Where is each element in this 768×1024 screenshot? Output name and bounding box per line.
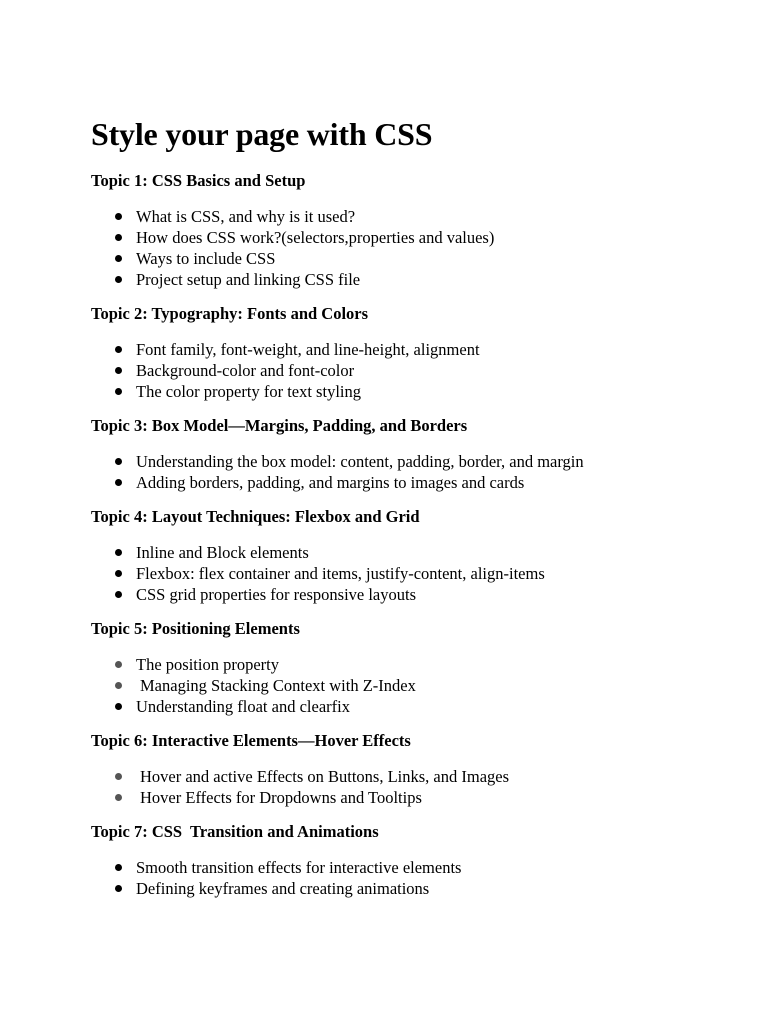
bullet-icon — [115, 255, 122, 262]
list-item — [91, 248, 731, 269]
bullet-icon — [115, 549, 122, 556]
bullet-icon — [115, 479, 122, 486]
list-item — [91, 227, 731, 248]
list-item — [91, 206, 731, 227]
page-title: Style your page with CSS — [91, 116, 433, 152]
list-item-text: Understanding the box model: content, padding, border, and margin — [136, 452, 584, 471]
bullet-icon — [115, 661, 122, 668]
list-item-text: Managing Stacking Context with Z-Index — [140, 676, 416, 695]
topic-section — [91, 170, 731, 290]
list-item — [91, 269, 731, 290]
topic-heading: Topic 2: Typography: Fonts and Colors — [91, 304, 369, 323]
bullet-icon — [115, 794, 122, 801]
list-item — [91, 878, 731, 899]
bullet-icon — [115, 234, 122, 241]
list-item-text: Background-color and font-color — [136, 361, 355, 380]
list-item-text: Hover and active Effects on Buttons, Links, and Images — [140, 767, 510, 786]
topic-heading: Topic 3: Box Model—Margins, Padding, and Borders — [91, 416, 468, 435]
bullet-icon — [115, 346, 122, 353]
list-item-text: Ways to include CSS — [136, 249, 276, 268]
bullet-icon — [115, 213, 122, 220]
bullet-icon — [115, 570, 122, 577]
bullet-icon — [115, 591, 122, 598]
topic-section — [91, 821, 731, 899]
bullet-icon — [115, 682, 122, 689]
topic-heading: Topic 6: Interactive Elements—Hover Effects — [91, 731, 411, 750]
topic-list — [91, 206, 731, 290]
topic-section — [91, 618, 731, 717]
topic-list — [91, 542, 731, 605]
bullet-icon — [115, 367, 122, 374]
list-item — [91, 472, 731, 493]
document-page — [91, 114, 731, 912]
list-item — [91, 787, 731, 808]
list-item-text: Adding borders, padding, and margins to images and cards — [136, 473, 525, 492]
list-item-text: Hover Effects for Dropdowns and Tooltips — [140, 788, 422, 807]
topic-section — [91, 730, 731, 808]
list-item-text: Flexbox: flex container and items, justify-content, align-items — [136, 564, 545, 583]
list-item — [91, 451, 731, 472]
list-item — [91, 766, 731, 787]
list-item-text: Smooth transition effects for interactive elements — [136, 858, 462, 877]
topic-section — [91, 506, 731, 605]
topic-section — [91, 303, 731, 402]
topic-heading: Topic 4: Layout Techniques: Flexbox and Grid — [91, 507, 420, 526]
list-item — [91, 563, 731, 584]
list-item — [91, 675, 731, 696]
topic-section — [91, 415, 731, 493]
bullet-icon — [115, 703, 122, 710]
topic-heading: Topic 1: CSS Basics and Setup — [91, 171, 306, 190]
list-item-text: What is CSS, and why is it used? — [136, 207, 356, 226]
topic-heading: Topic 7: CSS Transition and Animations — [91, 822, 379, 841]
list-item — [91, 542, 731, 563]
list-item — [91, 696, 731, 717]
topic-list — [91, 339, 731, 402]
list-item-text: Inline and Block elements — [136, 543, 309, 562]
topic-list — [91, 857, 731, 899]
topic-list — [91, 766, 731, 808]
bullet-icon — [115, 276, 122, 283]
list-item-text: The color property for text styling — [136, 382, 361, 401]
bullet-icon — [115, 864, 122, 871]
bullet-icon — [115, 388, 122, 395]
list-item-text: Project setup and linking CSS file — [136, 270, 361, 289]
list-item — [91, 339, 731, 360]
list-item-text: CSS grid properties for responsive layouts — [136, 585, 417, 604]
list-item-text: How does CSS work?(selectors,properties and values) — [136, 228, 495, 247]
list-item-text: Defining keyframes and creating animations — [136, 879, 430, 898]
list-item-text: The position property — [136, 655, 279, 674]
bullet-icon — [115, 773, 122, 780]
list-item-text: Understanding float and clearfix — [136, 697, 350, 716]
list-item-text: Font family, font-weight, and line-height, alignment — [136, 340, 480, 359]
list-item — [91, 584, 731, 605]
topic-list — [91, 654, 731, 717]
list-item — [91, 654, 731, 675]
bullet-icon — [115, 885, 122, 892]
list-item — [91, 857, 731, 878]
topic-heading: Topic 5: Positioning Elements — [91, 619, 300, 638]
list-item — [91, 381, 731, 402]
bullet-icon — [115, 458, 122, 465]
list-item — [91, 360, 731, 381]
topic-list — [91, 451, 731, 493]
